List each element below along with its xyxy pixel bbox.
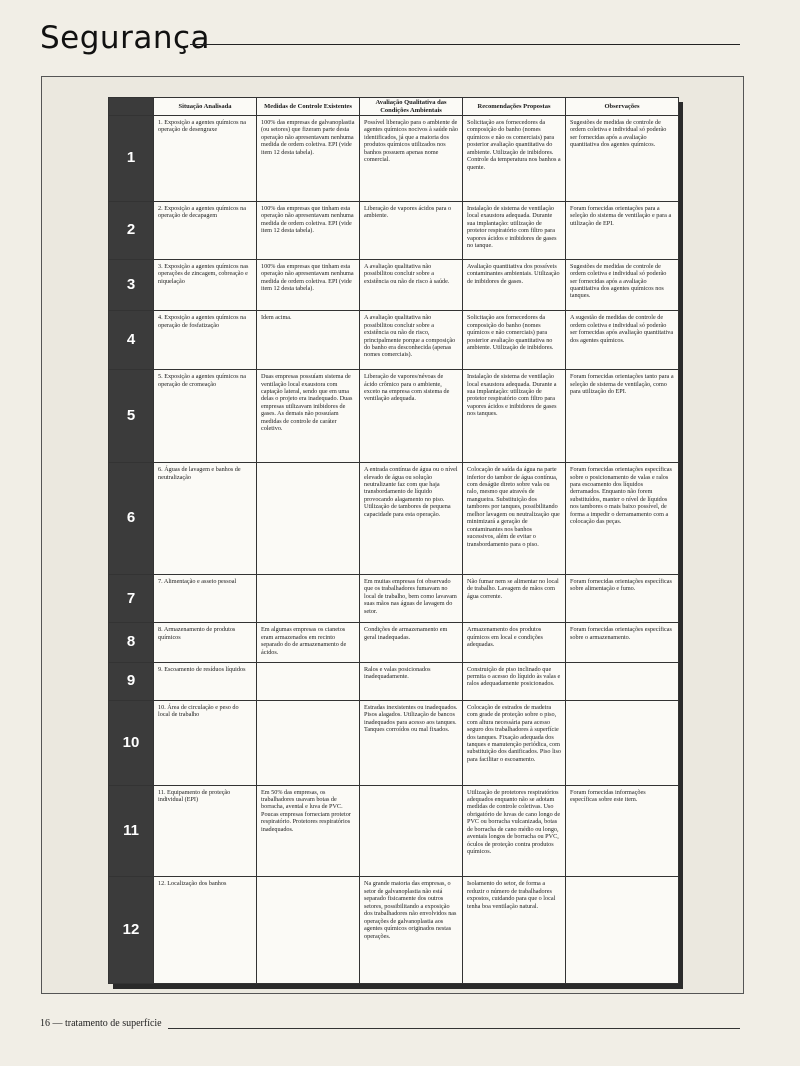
cell-situacao: 3. Exposição a agentes químicos nas operações de zincagem, cobreação e niquelação <box>154 259 257 311</box>
cell-observacoes <box>566 662 679 700</box>
page-footer: 16 — tratamento de superfície <box>40 1018 162 1029</box>
table-header-row <box>109 98 679 116</box>
cell-situacao: 11. Equipamento de proteção individual (EPI) <box>154 785 257 877</box>
cell-observacoes: Foram fornecidas orientações específicas sobre o posicionamento de valas e ralos para escoamento dos líquidos derramados. Enquanto não forem substituídos, manter o nível de líquidos nos tambores o mais baixo possível, de forma a impedir o derramamento com a colocação das peças. <box>566 463 679 575</box>
cell-situacao: 7. Alimentação e asseio pessoal <box>154 574 257 623</box>
table-row <box>109 116 679 202</box>
cell-recomendacoes: Isolamento do setor, de forma a reduzir o número de trabalhadores expostos, cuidando para que o local tenha boa ventilação natural. <box>463 877 566 984</box>
cell-avaliacao: Estradas inexistentes ou inadequados. Pisos alagados. Utilização de bancos inadequados para acesso aos tanques. Tanques corroídos ou mal fixados. <box>360 700 463 785</box>
cell-medidas: Em algumas empresas os cianetos eram armazenados em recinto separado do de armazenamento de ácidos. <box>257 623 360 662</box>
cell-recomendacoes: Armazenamento dos produtos químicos em local e condições adequadas. <box>463 623 566 662</box>
table-row <box>109 370 679 463</box>
table-row <box>109 201 679 259</box>
cell-avaliacao: Ralos e valas posicionados inadequadamente. <box>360 662 463 700</box>
row-number: 7 <box>109 574 154 623</box>
header-situacao: Situação Analisada <box>154 98 257 116</box>
cell-medidas: 100% das empresas de galvanoplastia (ou setores) que fizeram parte desta operação não apresentavam nenhuma medida de ordem coletiva. EPI (vide item 12 desta tabela). <box>257 116 360 202</box>
table-row <box>109 662 679 700</box>
header-medidas: Medidas de Controle Existentes <box>257 98 360 116</box>
cell-recomendacoes: Instalação de sistema de ventilação local exaustora adequada. Durante sua implantação: utilização de protetor respiratório com filtro para vapores ácidos e inibidores de gases no tanque. <box>463 201 566 259</box>
cell-situacao: 2. Exposição a agentes químicos na operação de decapagem <box>154 201 257 259</box>
row-number: 12 <box>109 877 154 984</box>
cell-situacao: 6. Águas de lavagem e banhos de neutralização <box>154 463 257 575</box>
cell-recomendacoes: Solicitação aos fornecedores da composição do banho (nomes químicos e não os comerciais) para posterior avaliação quantitativa do ambiente. Utilização de inibidores. Controle da temperatura nos banhos a quente. <box>463 116 566 202</box>
header-recomendacoes: Recomendações Propostas <box>463 98 566 116</box>
cell-situacao: 4. Exposição a agentes químicos na operação de fosfatização <box>154 311 257 370</box>
cell-avaliacao: A entrada contínua de água ou o nível elevado de água ou solução neutralizante faz com que haja transbordamento de líquido provocando alagamento no piso. Utilização de tambores de pequena capacidade para esta operação. <box>360 463 463 575</box>
cell-avaliacao: Possível liberação para o ambiente de agentes químicos nocivos à saúde não identificados, já que a maioria dos produtos químicos utilizados nos banhos possuem apenas nome comercial. <box>360 116 463 202</box>
cell-avaliacao: Liberação de vapores/névoas de ácido crômico para o ambiente, exceto na empresa com sistema de ventilação adequada. <box>360 370 463 463</box>
row-number: 10 <box>109 700 154 785</box>
header-number-column <box>109 98 154 116</box>
cell-avaliacao: Condições de armazenamento em geral inadequadas. <box>360 623 463 662</box>
cell-situacao: 8. Armazenamento de produtos químicos <box>154 623 257 662</box>
cell-recomendacoes: Utilização de protetores respiratórios adequados enquanto não se adotam medidas de controle coletivas. Uso obrigatório de luvas de cano longo de PVC ou borracha vulcanizada, botas de borracha de cano médio ou longo, aventais longos de borracha ou PVC, óculos de proteção contra produtos químicos. <box>463 785 566 877</box>
row-number: 6 <box>109 463 154 575</box>
footer-rule <box>168 1028 740 1029</box>
cell-medidas: 100% das empresas que tinham esta operação não apresentavam nenhuma medida de ordem coletiva. EPI (vide item 12 desta tabela). <box>257 259 360 311</box>
table-row <box>109 785 679 877</box>
safety-table <box>108 97 678 984</box>
row-number: 11 <box>109 785 154 877</box>
cell-medidas: 100% das empresas que tinham esta operação não apresentavam nenhuma medida de ordem coletiva. EPI (vide item 12 desta tabela). <box>257 201 360 259</box>
table-row <box>109 700 679 785</box>
cell-medidas: Idem acima. <box>257 311 360 370</box>
cell-situacao: 1. Exposição a agentes químicos na operação de desengraxe <box>154 116 257 202</box>
row-number: 2 <box>109 201 154 259</box>
cell-observacoes <box>566 877 679 984</box>
cell-medidas <box>257 463 360 575</box>
table-row <box>109 877 679 984</box>
cell-situacao: 5. Exposição a agentes químicos na operação de cromeação <box>154 370 257 463</box>
cell-recomendacoes: Colocação de saída da água na parte inferior do tambor de água contínua, com deságüe direto sobre vala ou ralo, mesmo que através de mangueira. Substituição dos tambores por tanques, possibilitando melhor lavagem ou neutralização que minimizará a geração de contaminantes nos banhos sucessivos, além de evitar o transbordamento para o piso. <box>463 463 566 575</box>
cell-recomendacoes: Solicitação aos fornecedores da composição do banho (nomes químicos e não comerciais) para posterior avaliação quantitativa no ambiente. Utilização de inibidores. <box>463 311 566 370</box>
table-row <box>109 463 679 575</box>
row-number: 4 <box>109 311 154 370</box>
table-row <box>109 311 679 370</box>
section-title: Segurança <box>40 20 211 56</box>
cell-recomendacoes: Colocação de estrados de madeira com grade de proteção sobre o piso, com altura necessária para acesso seguro dos trabalhadores à superfície dos tanques. Fixação adequada dos tanques e manutenção periódica, com substituição dos danificados. Piso liso para facilitar o escoamento. <box>463 700 566 785</box>
cell-observacoes: Foram fornecidas orientações específicas sobre o armazenamento. <box>566 623 679 662</box>
cell-avaliacao: A avaliação qualitativa não possibilitou concluir sobre a existência ou não de risco, principalmente porque a composição do banho era desconhecida (apenas nomes comerciais). <box>360 311 463 370</box>
row-number: 8 <box>109 623 154 662</box>
row-number: 1 <box>109 116 154 202</box>
cell-situacao: 12. Localização dos banhos <box>154 877 257 984</box>
cell-observacoes: Sugestões de medidas de controle de ordem coletiva e individual só poderão ser fornecidas após a avaliação quantitativa dos agentes químicos. <box>566 116 679 202</box>
header-rule <box>190 44 740 45</box>
cell-avaliacao: Liberação de vapores ácidos para o ambiente. <box>360 201 463 259</box>
cell-observacoes: A sugestão de medidas de controle de ordem coletiva e individual só poderão ser fornecidas após avaliação quantitativa dos agentes químicos. <box>566 311 679 370</box>
table-row <box>109 259 679 311</box>
row-number: 3 <box>109 259 154 311</box>
header-avaliacao: Avaliação Qualitativa das Condições Ambientais <box>360 98 463 116</box>
cell-medidas: Duas empresas possuíam sistema de ventilação local exaustora com captação lateral, sendo que em uma delas o projeto era inadequado. Duas empresas utilizavam inibidores de gases. As demais não possuíam medidas de controle de caráter coletivo. <box>257 370 360 463</box>
cell-avaliacao: A avaliação qualitativa não possibilitou concluir sobre a existência ou não de risco à saúde. <box>360 259 463 311</box>
cell-avaliacao: Na grande maioria das empresas, o setor de galvanoplastia não está separado fisicamente dos outros setores, possibilitando a exposição dos trabalhadores não envolvidos nas operações de galvanoplastia aos agentes químicos originados nestas operações. <box>360 877 463 984</box>
cell-medidas <box>257 574 360 623</box>
cell-observacoes: Foram fornecidas informações específicas sobre este item. <box>566 785 679 877</box>
cell-medidas <box>257 877 360 984</box>
cell-observacoes: Foram fornecidas orientações específicas sobre alimentação e fumo. <box>566 574 679 623</box>
cell-recomendacoes: Instalação de sistema de ventilação local exaustora adequada. Durante a sua implantação: utilização de protetor respiratório com filtro para vapores ácidos e inibidores de gases nos tanques. <box>463 370 566 463</box>
cell-observacoes <box>566 700 679 785</box>
cell-avaliacao: Em muitas empresas foi observado que os trabalhadores fumavam no local de trabalho, bem como lavavam suas mãos nas águas de lavagem do setor. <box>360 574 463 623</box>
cell-observacoes: Foram fornecidas orientações para a seleção do sistema de ventilação e para a utilização de EPI. <box>566 201 679 259</box>
cell-recomendacoes: Não fumar nem se alimentar no local de trabalho. Lavagem de mãos com água corrente. <box>463 574 566 623</box>
cell-avaliacao <box>360 785 463 877</box>
cell-observacoes: Sugestões de medidas de controle de ordem coletiva e individual só poderão ser fornecidas após a avaliação quantitativa dos agentes químicos nos tanques. <box>566 259 679 311</box>
cell-medidas: Em 50% das empresas, os trabalhadores usavam botas de borracha, avental e luva de PVC. Poucas empresas forneciam protetor respiratório. Protetores respiratórios inadequados. <box>257 785 360 877</box>
cell-medidas <box>257 662 360 700</box>
header-observacoes: Observações <box>566 98 679 116</box>
table-row <box>109 623 679 662</box>
row-number: 5 <box>109 370 154 463</box>
cell-recomendacoes: Avaliação quantitativa dos possíveis contaminantes ambientais. Utilização de inibidores de gases. <box>463 259 566 311</box>
cell-medidas <box>257 700 360 785</box>
cell-observacoes: Foram fornecidas orientações tanto para a seleção de sistema de ventilação, como para utilização do EPI. <box>566 370 679 463</box>
cell-situacao: 9. Escoamento de resíduos líquidos <box>154 662 257 700</box>
table-row <box>109 574 679 623</box>
cell-recomendacoes: Construição de piso inclinado que permita o acesso do líquido às valas e ralos adequadamente posicionados. <box>463 662 566 700</box>
cell-situacao: 10. Área de circulação e peso do local de trabalho <box>154 700 257 785</box>
row-number: 9 <box>109 662 154 700</box>
